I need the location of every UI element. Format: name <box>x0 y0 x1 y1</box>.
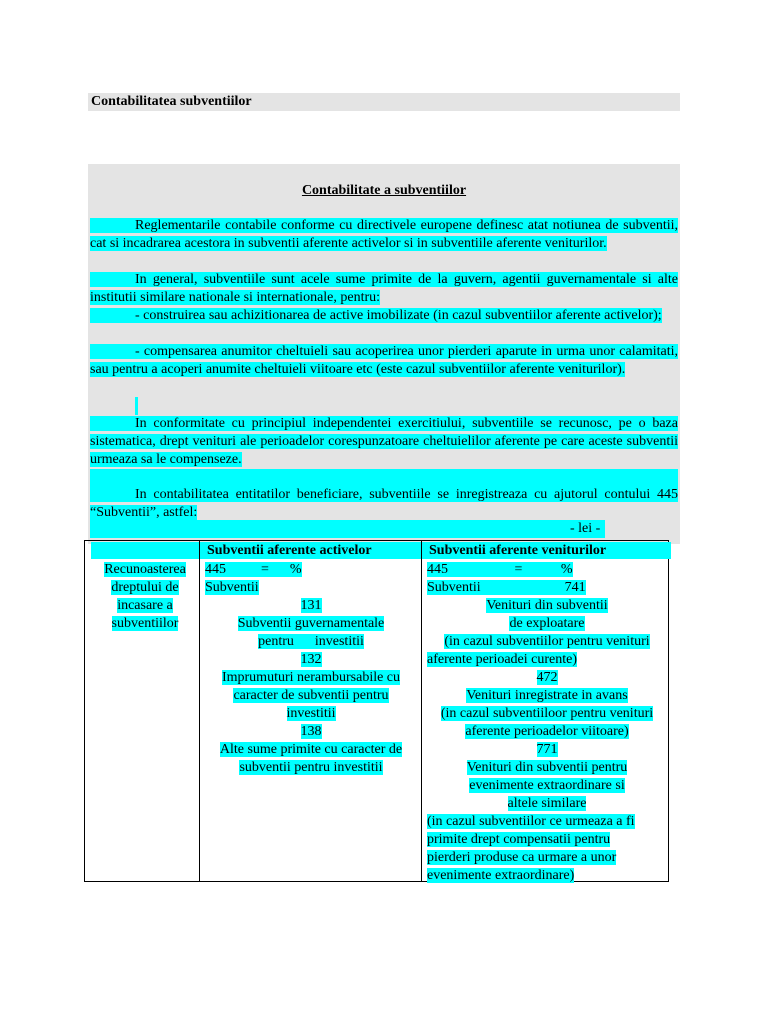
row-label-line: subventiilor <box>111 616 179 631</box>
row-label-line: incasare a <box>117 598 173 613</box>
active-subsidies-cell <box>205 561 417 777</box>
cell-line: 138 <box>300 724 322 739</box>
cell-line: Venituri din subventii pentru <box>466 760 628 775</box>
cell-line: altele similare <box>507 796 587 811</box>
paragraph-3: - construirea sau achizitionarea de active imobilizate (in cazul subventiilor aferente activelor); <box>90 307 678 325</box>
cell-line: pentru investitii <box>258 634 364 649</box>
cell-line: 131 <box>300 598 322 613</box>
cell-line: Subventii <box>205 580 259 595</box>
cell-line: 132 <box>300 652 322 667</box>
cell-line: aferente perioadei curente) <box>427 652 578 667</box>
cell-line: Imprumuturi nerambursabile cu <box>221 670 401 685</box>
paragraph-2: In general, subventiile sunt acele sume primite de la guvern, agentii guvernamentale si alte institutii similare nationale si internationale, pentru: <box>90 272 678 305</box>
cell-line: Alte sume primite cu caracter de <box>219 742 403 757</box>
highlight-gap <box>90 469 678 487</box>
cell-line: investitii <box>286 706 336 721</box>
cell-line: Venituri din subventii <box>486 598 608 613</box>
accounting-table <box>84 540 669 882</box>
cell-line: Subventii 741 <box>427 580 586 595</box>
header-revenue-subsidies: Subventii aferente veniturilor <box>429 543 607 558</box>
cell-line: pierderi produse ca urmare a unor <box>427 850 617 865</box>
paragraph-4: - compensarea anumitor cheltuieli sau acoperirea unor pierderi aparute in urma unor calamitati, sau pentru a acoperi anumite cheltuieli viitoare etc (este cazul subventiilor aferente veniturilor). <box>90 344 678 377</box>
cell-line: 445 = % <box>427 562 573 577</box>
cell-line: (in cazul subventiilor pentru venituri <box>444 634 650 649</box>
unit-label-row <box>90 520 678 538</box>
section-title: Contabilitate a subventiilor <box>301 183 467 198</box>
unit-label: - lei - <box>570 521 601 536</box>
cell-line: (in cazul subventiiloor pentru venituri <box>440 706 654 721</box>
document-title: Contabilitatea subventiilor <box>88 93 680 111</box>
cell-line: de exploatare <box>509 616 585 631</box>
cell-line: evenimente extraordinare) <box>427 868 575 883</box>
cell-line: aferente perioadelor viitoare) <box>465 724 629 739</box>
cell-line: (in cazul subventiilor ce urmeaza a fi <box>427 814 635 829</box>
cell-line: evenimente extraordinare si <box>469 778 625 793</box>
cell-line: Venituri inregistrate in avans <box>466 688 628 703</box>
revenue-subsidies-cell <box>427 561 667 885</box>
row-label-line: Recunoasterea <box>104 562 186 577</box>
row-label-cell <box>95 561 195 633</box>
cell-line: Subventii guvernamentale <box>237 616 385 631</box>
cell-line: primite drept compensatii pentru <box>427 832 611 847</box>
cell-line: subventii pentru investitii <box>239 760 383 775</box>
header-active-subsidies: Subventii aferente activelor <box>207 543 372 558</box>
paragraph-6: In contabilitatea entitatilor beneficiare, subventiile se inregistreaza cu ajutorul contului 445 “Subventii”, astfel: <box>90 487 678 520</box>
cell-line: 771 <box>536 742 558 757</box>
cell-line: 472 <box>536 670 558 685</box>
paragraph-1: Reglementarile contabile conforme cu directivele europene definesc atat notiunea de subventii, cat si incadrarea acestora in subventii aferente activelor si in subventiile aferente veniturilor. <box>90 218 678 251</box>
row-label-line: dreptului de <box>111 580 179 595</box>
cell-line: 445 = % <box>205 562 302 577</box>
highlight-gap <box>135 397 138 415</box>
cell-line: caracter de subventii pentru <box>233 688 389 703</box>
paragraph-5: In conformitate cu principiul independentei exercitiului, subventiile se recunosc, pe o baza sistematica, drept venituri ale perioadelor corespunzatoare cheltuielilor aferente pe care aceste subventii urmeaza sa le compenseze. <box>90 416 678 467</box>
